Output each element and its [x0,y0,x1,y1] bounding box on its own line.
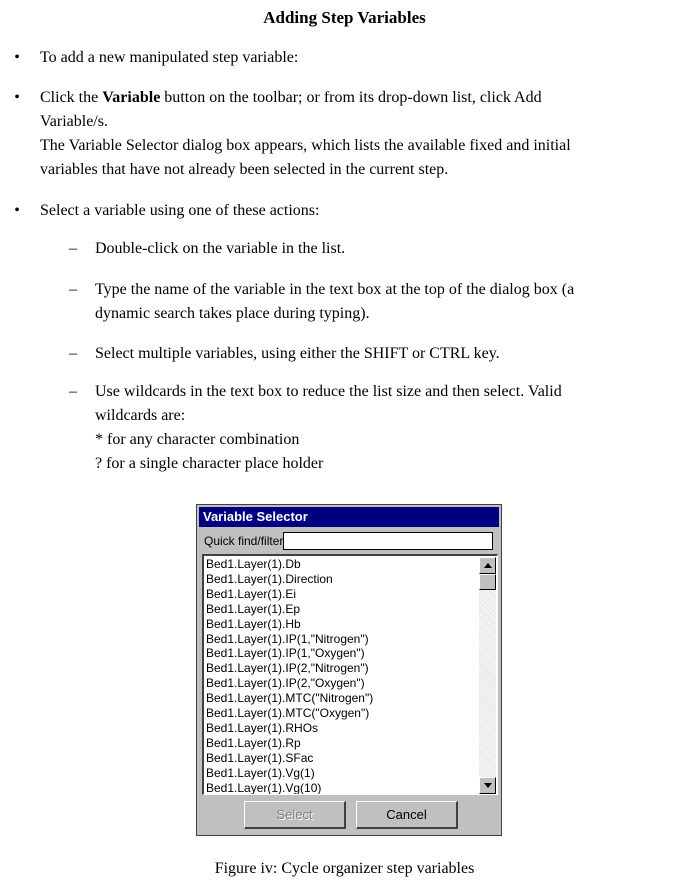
page-title: Adding Step Variables [263,8,426,27]
cancel-button[interactable]: Cancel [356,801,458,829]
bullet-text [40,86,660,182]
select-button[interactable]: Select [244,801,346,829]
arrow-down-icon [484,783,492,788]
bullet-text-line: Variable/s. [40,113,108,130]
list-item[interactable]: Bed1.Layer(1).IP(1,"Oxygen") [206,646,365,661]
dash-icon: – [69,345,77,362]
filter-label: Quick find/filter [204,534,284,548]
action-text-line: Use wildcards in the text box to reduce the list size and then select. Valid [95,383,562,400]
bullet-text: To add a new manipulated step variable: [40,49,299,66]
scroll-down-button[interactable] [479,777,496,794]
list-item[interactable]: Bed1.Layer(1).RHOs [206,720,319,735]
list-item[interactable]: Bed1.Layer(1).Hb [206,616,301,631]
list-item[interactable]: Bed1.Layer(1).IP(2,"Nitrogen") [206,661,369,676]
bullet-text-pre: Click the [40,89,103,106]
list-item[interactable]: Bed1.Layer(1).MTC("Oxygen") [206,706,370,721]
list-item[interactable]: Bed1.Layer(1).Rp [206,735,301,750]
list-item[interactable]: Bed1.Layer(1).IP(2,"Oxygen") [206,676,365,691]
variable-list-items [205,557,475,795]
list-item[interactable]: Bed1.Layer(1).MTC("Nitrogen") [206,691,374,706]
dash-icon: – [69,383,77,400]
action-text-line: wildcards are: [95,407,186,424]
variable-keyword: Variable [102,89,161,106]
action-text-line: * for any character combination [95,431,300,448]
variable-list[interactable] [202,554,498,795]
list-item[interactable]: Bed1.Layer(1).IP(1,"Nitrogen") [206,631,369,646]
bullet-icon: • [14,89,20,106]
dash-icon: – [69,281,77,298]
list-item[interactable]: Bed1.Layer(1).Vg(10) [206,780,322,795]
list-item[interactable]: Bed1.Layer(1).Ei [206,586,297,601]
list-item[interactable]: Bed1.Layer(1).Vg(1) [206,765,315,780]
list-item[interactable]: Bed1.Layer(1).SFac [206,750,314,765]
action-text-line: Type the name of the variable in the text box at the top of the dialog box (a [95,281,575,298]
arrow-up-icon [484,563,492,568]
list-item[interactable]: Bed1.Layer(1).Direction [206,571,333,586]
bullet-text-post: button on the toolbar; or from its drop-down list, click Add [160,89,542,106]
filter-input[interactable] [283,532,493,550]
action-text [95,278,660,326]
bullet-icon: • [14,202,20,219]
action-text-line: ? for a single character place holder [95,455,324,472]
figure-caption: Figure iv: Cycle organizer step variables [214,860,475,877]
dash-icon: – [69,240,77,257]
action-text: Select multiple variables, using either the SHIFT or CTRL key. [95,345,500,362]
list-item[interactable]: Bed1.Layer(1).Ep [206,601,301,616]
list-item[interactable]: Bed1.Layer(1).Db [206,557,301,571]
action-text-line: dynamic search takes place during typing). [95,305,370,322]
variable-selector-dialog [196,504,502,836]
action-text: Double-click on the variable in the list. [95,240,346,257]
bullet-icon: • [14,49,20,66]
action-text [95,380,660,476]
dialog-title: Variable Selector [199,507,499,527]
bullet-text-line: variables that have not already been selected in the current step. [40,161,449,178]
scroll-up-button[interactable] [479,557,496,574]
bullet-text-line: The Variable Selector dialog box appears, which lists the available fixed and initial [40,137,571,154]
bullet-text: Select a variable using one of these actions: [40,202,320,219]
scroll-thumb[interactable] [479,574,496,590]
list-scrollbar[interactable] [479,557,496,794]
